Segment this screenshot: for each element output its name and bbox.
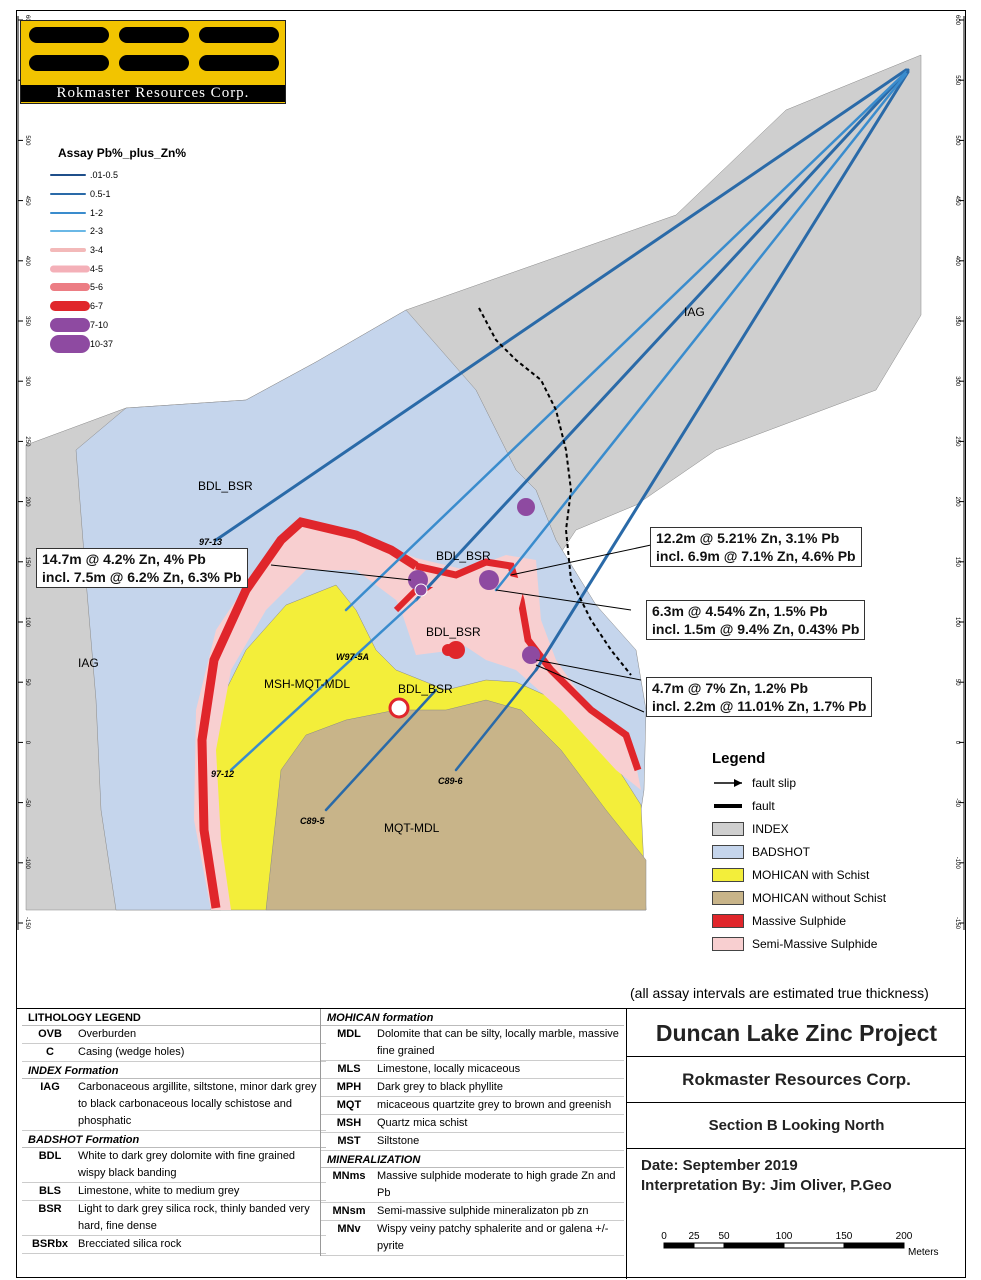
hole-label-97-12: 97-12 [211,769,235,779]
elevation-tick-label: 0 [24,740,30,745]
lithology-description: Limestone, white to medium grey [78,1185,240,1197]
interpretation-text: Interpretation By: Jim Oliver, P.Geo [641,1177,892,1194]
assay-note: (all assay intervals are estimated true thickness) [630,985,929,1001]
company-name: Rokmaster Resources Corp. [627,1057,966,1103]
elevation-tick-label: 450 [24,195,30,206]
elevation-tick-label: 500 [954,135,960,146]
lithology-code: IAG [40,1081,60,1093]
assay-legend-label: .01-0.5 [90,170,119,181]
mineralization-title: MINERALIZATION [321,1151,624,1168]
lithology-description: Dolomite that can be silty, locally marble, massive fine grained [377,1028,619,1057]
assay-legend-label: 7-10 [90,319,109,330]
lithology-code: BSRbx [31,1238,69,1250]
elevation-tick-label: -100 [954,856,960,869]
elevation-tick-label: 200 [954,496,960,507]
scale-unit-label: Meters [908,1247,939,1258]
index-formation-title: INDEX Formation [22,1062,326,1079]
legend-unit-label: Semi-Massive Sulphide [752,937,878,951]
section-name: Section B Looking North [627,1103,966,1149]
legend-title: Legend [712,750,766,767]
lithology-code: MPH [336,1081,362,1093]
callout-2-line1: 12.2m @ 5.21% Zn, 3.1% Pb [656,530,840,546]
lithology-legend-title: LITHOLOGY LEGEND [22,1009,326,1026]
legend-fault-slip-label: fault slip [752,776,797,790]
elevation-tick-label: 100 [24,616,30,628]
scale-tick-label: 100 [775,1231,793,1242]
legend-unit-label: BADSHOT [752,845,811,859]
lithology-code: MSH [336,1117,362,1129]
lithology-code: BSR [38,1203,62,1215]
unit-label-msh-mqt-mdl: MSH-MQT-MDL [264,677,350,691]
logo-text: Rokmaster Resources Corp. [21,85,285,102]
elevation-tick-label: -100 [24,856,30,869]
lithology-code: OVB [38,1028,62,1040]
assay-legend-title: Assay Pb%_plus_Zn% [58,146,187,160]
lithology-code: MNms [332,1170,366,1182]
elevation-tick-label: 350 [24,315,30,327]
callout-4-line2: incl. 2.2m @ 11.01% Zn, 1.7% Pb [652,698,867,714]
elevation-tick-label: 150 [954,556,960,567]
elevation-tick-label: 350 [954,315,960,327]
elevation-tick-label: 400 [954,255,960,266]
elevation-tick-label: 200 [24,496,30,507]
legend-fault-label: fault [752,799,775,813]
lithology-code: MST [337,1135,361,1147]
elevation-tick-label: 400 [24,255,30,266]
scale-tick-label: 150 [835,1231,853,1242]
scale-tick-label: 0 [661,1231,667,1242]
lithology-description: Casing (wedge holes) [78,1046,185,1058]
elevation-tick-label: 300 [954,376,960,387]
date-text: Date: September 2019 [641,1157,798,1174]
scale-tick-label: 50 [718,1231,730,1242]
lithology-description: Brecciated silica rock [78,1238,182,1250]
scale-tick-label: 200 [895,1231,913,1242]
elevation-tick-label: -150 [954,916,960,930]
unit-label-bdl-bsr-mid1: BDL_BSR [436,549,491,563]
elevation-tick-label: 500 [24,135,30,146]
elevation-tick-label: 150 [24,556,30,567]
mohican-formation-title: MOHICAN formation [321,1009,624,1026]
lithology-description: Semi-massive sulphide mineralizaton pb zn [377,1205,589,1217]
elevation-tick-label: 250 [24,436,30,447]
legend-unit-label: MOHICAN with Schist [752,868,870,882]
lithology-description: Massive sulphide moderate to high grade Zn and Pb [377,1170,616,1199]
callout-2-line2: incl. 6.9m @ 7.1% Zn, 4.6% Pb [656,548,856,564]
hole-label-c89-6: C89-6 [438,776,463,786]
legend-unit-label: MOHICAN without Schist [752,891,887,905]
lithology-description: Limestone, locally micaceous [377,1063,521,1075]
lithology-description: Carbonaceous argillite, siltstone, minor dark grey to black carbonaceous locally schistose and phosphatic [78,1081,317,1127]
assay-legend-label: 0.5-1 [90,189,111,200]
elevation-tick-label: 550 [954,75,960,86]
lithology-code: MDL [337,1028,361,1040]
assay-legend-label: 1-2 [90,207,104,218]
assay-legend-label: 3-4 [90,245,104,256]
unit-label-iag-left: IAG [78,656,99,670]
lithology-description: micaceous quartzite grey to brown and greenish [377,1099,612,1111]
assay-legend-label: 2-3 [90,226,104,237]
lithology-code: MNv [337,1223,361,1235]
callout-3-line2: incl. 1.5m @ 9.4% Zn, 0.43% Pb [652,621,860,637]
callout-4-line1: 4.7m @ 7% Zn, 1.2% Pb [652,680,809,696]
callout-1-line1: 14.7m @ 4.2% Zn, 4% Pb [42,551,206,567]
lithology-code: MQT [336,1099,362,1111]
lithology-description: Wispy veiny patchy sphalerite and or galena +/- pyrite [377,1223,609,1252]
project-title: Duncan Lake Zinc Project [627,1009,966,1057]
lithology-description: Siltstone [377,1135,420,1147]
assay-legend-label: 5-6 [90,282,104,293]
lithology-description: White to dark grey dolomite with fine grained wispy black banding [78,1150,296,1179]
lithology-description: Dark grey to black phyllite [377,1081,503,1093]
elevation-tick-label: -50 [954,798,960,807]
elevation-tick-label: 50 [24,678,30,686]
lithology-code: MLS [337,1063,361,1075]
assay-legend-label: 6-7 [90,301,104,312]
elevation-tick-label: 100 [954,616,960,628]
lithology-description: Overburden [78,1028,137,1040]
callout-3-line1: 6.3m @ 4.54% Zn, 1.5% Pb [652,603,828,619]
map-frame [16,10,966,1278]
unit-label-bdl-bsr-mid2: BDL_BSR [426,625,481,639]
hole-label-c89-5: C89-5 [300,816,325,826]
elevation-tick-label: 600 [954,14,960,26]
lithology-code: BDL [38,1150,62,1162]
unit-label-bdl-bsr-mid3: BDL_BSR [398,682,453,696]
unit-label-mqt-mdl: MQT-MDL [384,821,440,835]
elevation-tick-label: 250 [954,436,960,447]
lithology-description: Quartz mica schist [377,1117,468,1129]
legend-unit-label: INDEX [752,822,789,836]
lithology-code: C [46,1046,54,1058]
lithology-description: Light to dark grey silica rock, thinly banded very hard, fine dense [78,1203,310,1232]
unit-label-iag-right: IAG [684,305,705,319]
elevation-tick-label: 0 [954,740,960,745]
assay-legend-label: 10-37 [90,338,114,349]
lithology-code: MNsm [332,1205,366,1217]
scale-tick-label: 25 [688,1231,700,1242]
hole-label-w97-5a: W97-5A [336,652,370,662]
elevation-tick-label: -50 [24,798,30,807]
callout-1-line2: incl. 7.5m @ 6.2% Zn, 6.3% Pb [42,569,242,585]
lithology-code: BLS [39,1185,61,1197]
elevation-tick-label: -150 [24,916,30,930]
legend-unit-label: Massive Sulphide [752,914,847,928]
hole-label-97-13: 97-13 [199,537,223,547]
assay-legend-label: 4-5 [90,263,104,274]
elevation-tick-label: 450 [954,195,960,206]
badshot-formation-title: BADSHOT Formation [22,1131,326,1148]
elevation-tick-label: 50 [954,678,960,686]
elevation-tick-label: 300 [24,376,30,387]
unit-label-bdl-bsr-top: BDL_BSR [198,479,253,493]
